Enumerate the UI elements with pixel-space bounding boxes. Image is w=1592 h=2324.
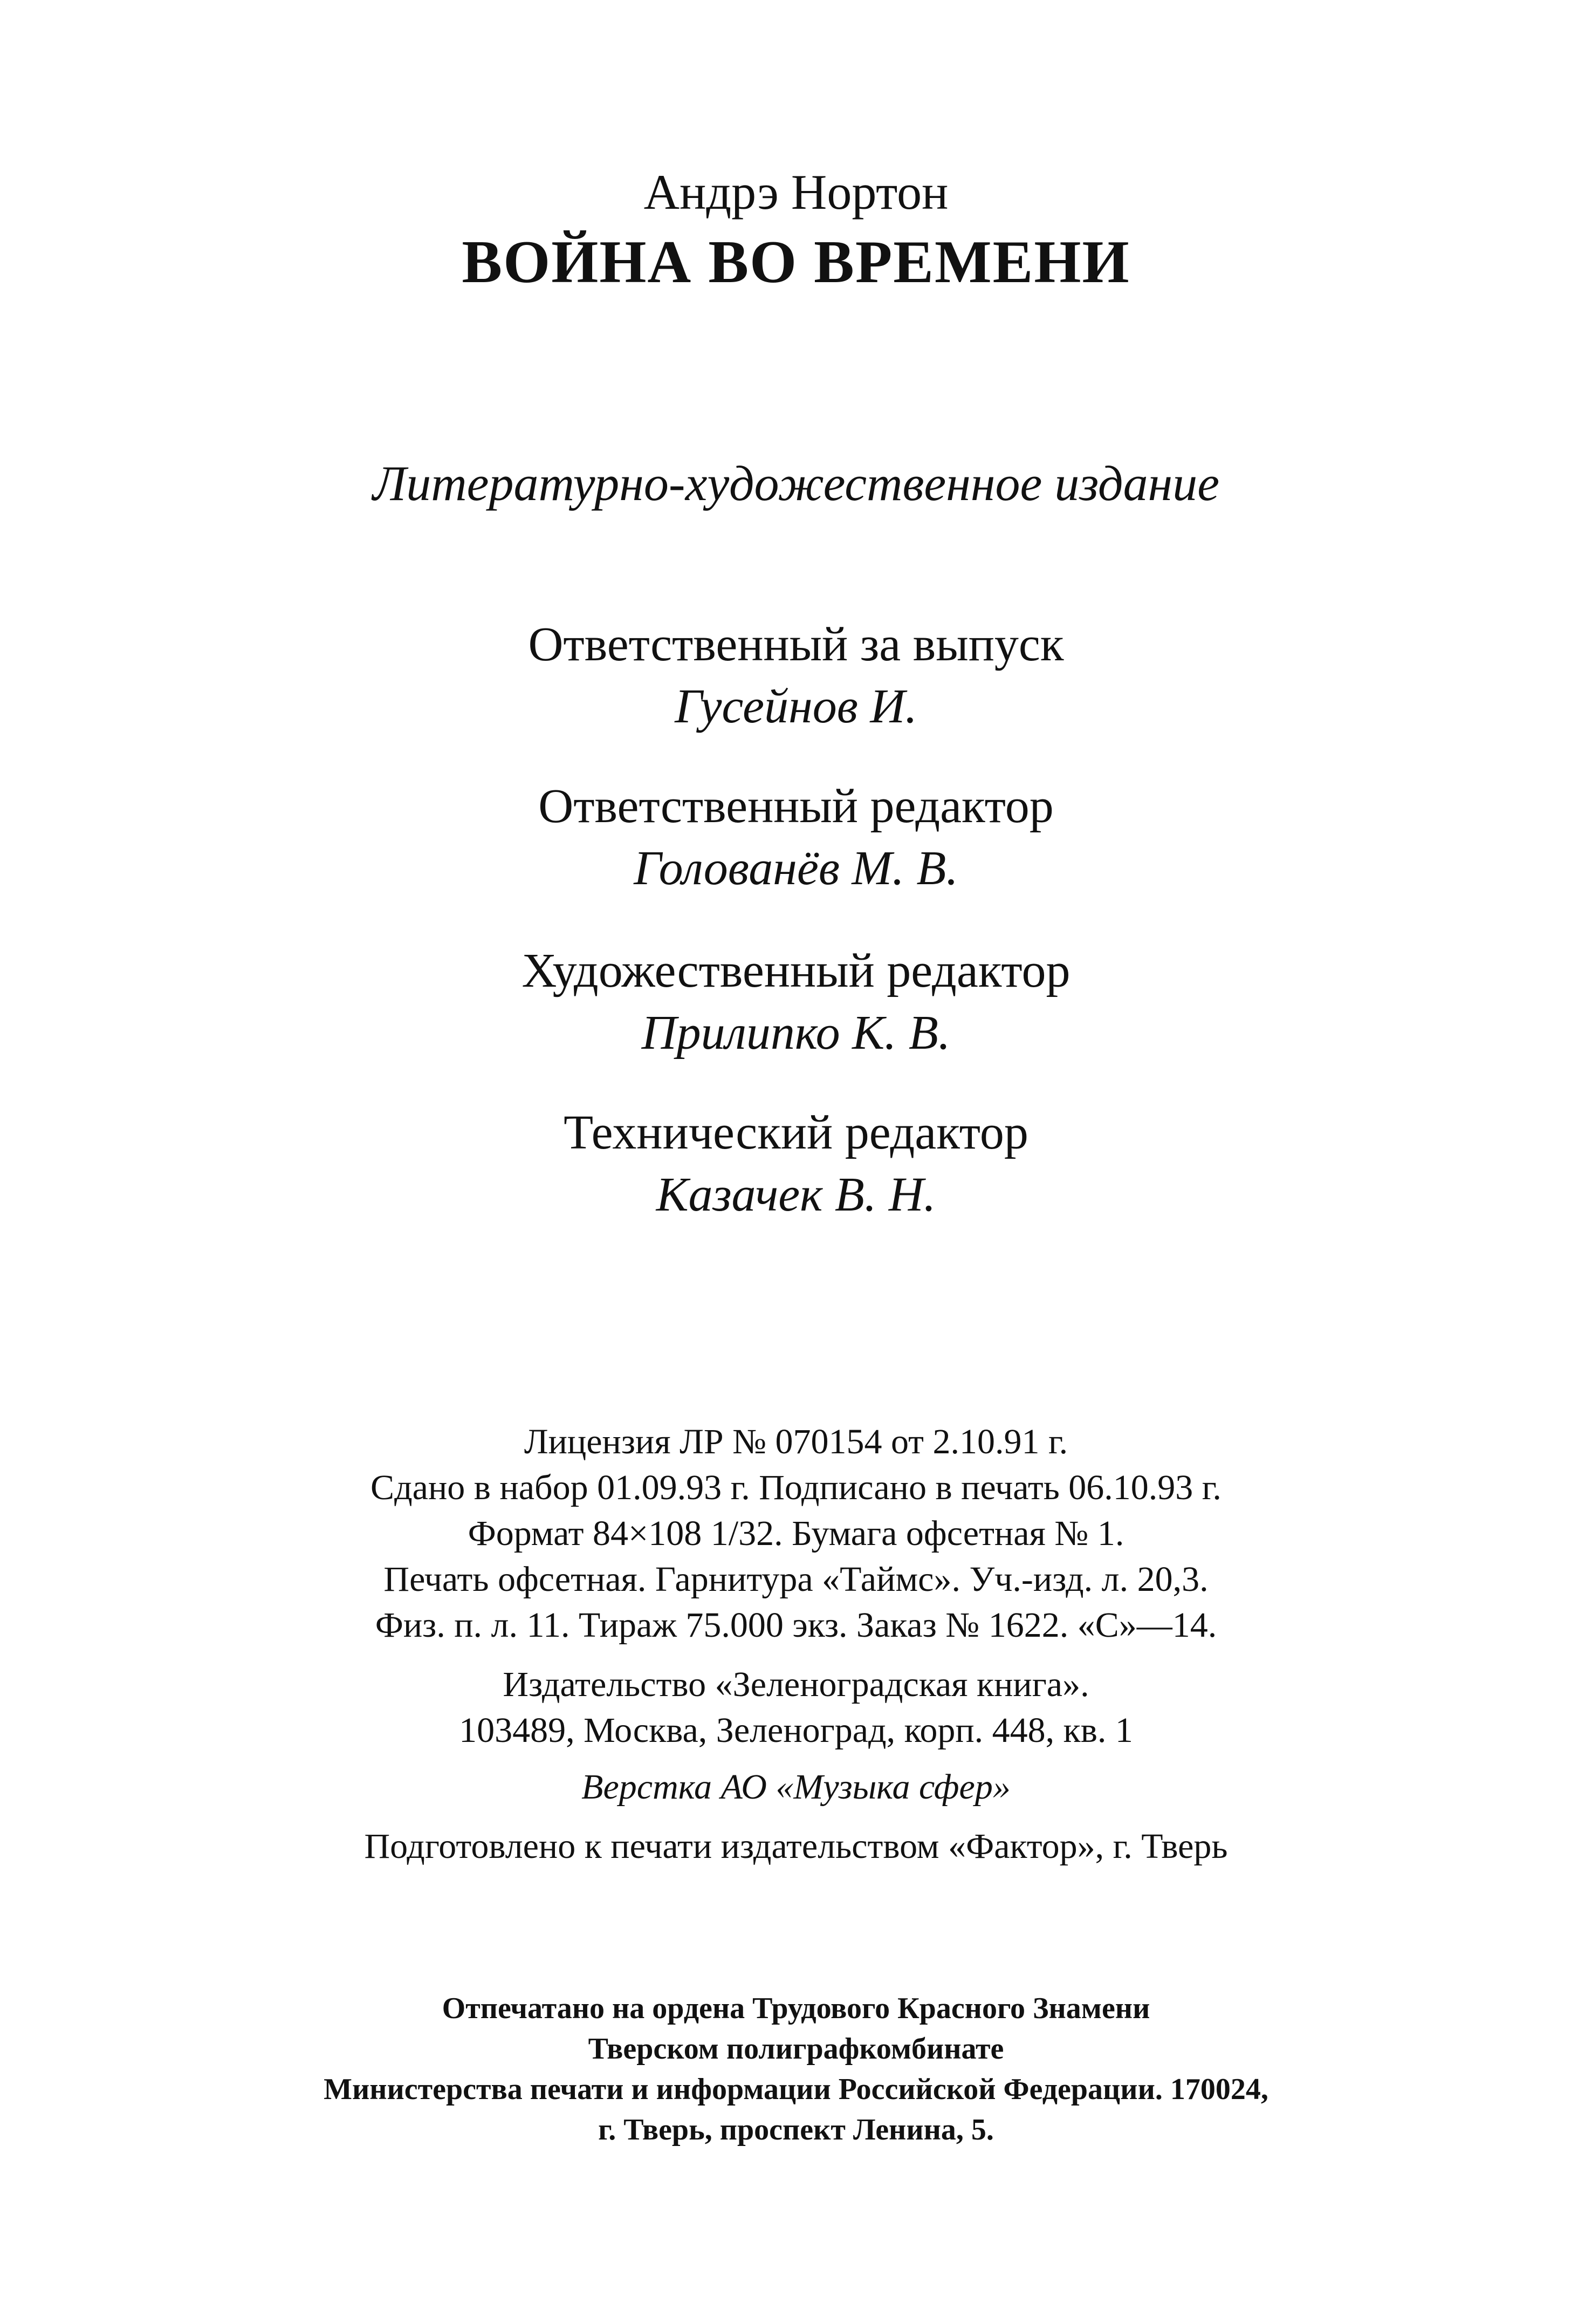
credit-person: Прилипко К. В. [641, 1006, 951, 1060]
prepared-line: Подготовлено к печати издательством «Фактор», г. Тверь [364, 1827, 1228, 1866]
credit-person: Казачек В. Н. [656, 1168, 936, 1221]
book-genre: Литературно-художественное издание [372, 456, 1220, 511]
dates-line: Сдано в набор 01.09.93 г. Подписано в печать 06.10.93 г. [370, 1468, 1222, 1507]
printer-line: Министерства печати и информации Российской Федерации. 170024, [324, 2073, 1268, 2106]
book-title: ВОЙНА ВО ВРЕМЕНИ [462, 229, 1130, 296]
credit-role: Ответственный за выпуск [528, 618, 1064, 671]
print-line: Печать офсетная. Гарнитура «Таймс». Уч.-изд. л. 20,3. [383, 1560, 1209, 1599]
credit-role: Ответственный редактор [538, 780, 1054, 833]
address-line: 103489, Москва, Зеленоград, корп. 448, кв. 1 [459, 1711, 1133, 1750]
credit-role: Художественный редактор [521, 944, 1071, 997]
publisher-line: Издательство «Зеленоградская книга». [503, 1665, 1089, 1704]
credit-person: Голованёв М. В. [634, 842, 958, 895]
printer-line: г. Тверь, проспект Ленина, 5. [598, 2113, 994, 2147]
format-line: Формат 84×108 1/32. Бумага офсетная № 1. [468, 1514, 1124, 1553]
printer-line: Тверском полиграфкомбинате [588, 2032, 1004, 2066]
printer-line: Отпечатано на ордена Трудового Красного Знамени [442, 1992, 1150, 2025]
license-line: Лицензия ЛР № 070154 от 2.10.91 г. [524, 1422, 1068, 1461]
run-line: Физ. п. л. 11. Тираж 75.000 экз. Заказ № 1622. «С»—14. [375, 1605, 1217, 1645]
credit-role: Технический редактор [564, 1106, 1028, 1159]
book-author: Андрэ Нортон [643, 165, 949, 220]
layout-credit: Верстка АО «Музыка сфер» [581, 1767, 1011, 1807]
credit-person: Гусейнов И. [675, 680, 917, 733]
